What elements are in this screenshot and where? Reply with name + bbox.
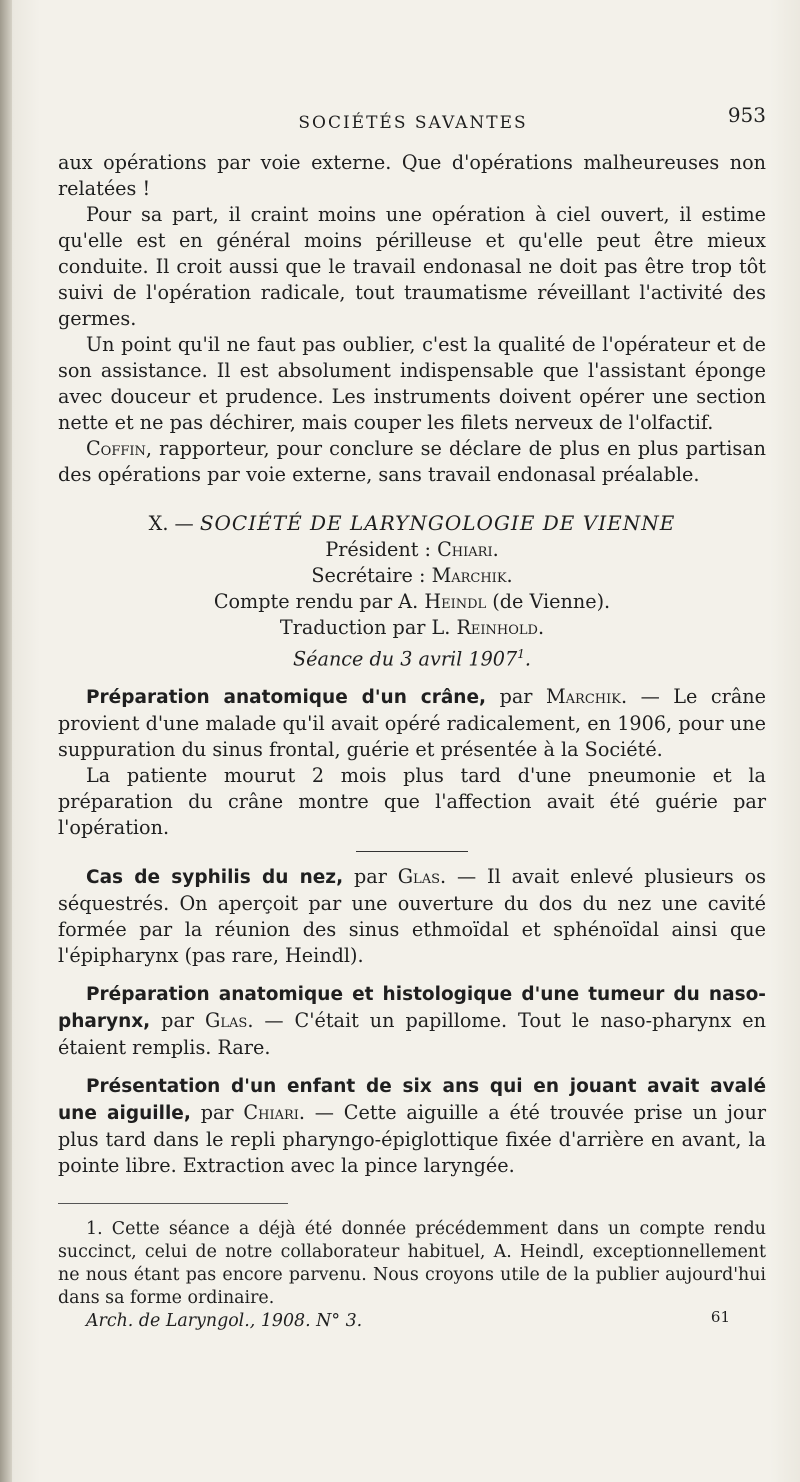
entry-paragraph (58, 864, 766, 969)
president-end: . (492, 538, 499, 561)
entry-text: . — Le crâne provient d'une malade qu'il avait opéré radicalement, en 1906, pour une suppuration du sinus frontal, guérie et présentée à la Société. (58, 685, 766, 762)
president-line (58, 537, 766, 563)
paragraph (58, 436, 766, 488)
page-number: 953 (727, 103, 766, 127)
footnote-separator (58, 1203, 288, 1204)
entry-paragraph (58, 684, 766, 763)
translation-name: Reinhold (456, 616, 538, 639)
entry-title: Préparation anatomique d'un crâne, (86, 687, 487, 709)
entry-by: par (486, 685, 546, 709)
sheet-signature: 61 (710, 1308, 730, 1327)
report-name: Heindl (424, 590, 487, 613)
entry-author: Marchik (546, 685, 621, 709)
paragraph-text: , rapporteur, pour conclure se déclare de plus en plus partisan des opérations par voie externe, sans travail endonasal préalable. (58, 437, 766, 486)
footnote-text: 1. Cette séance a déjà été donnée précédemment dans un compte rendu succinct, celui de notre collaborateur habituel, A. Heindl, exceptionnellement ne nous étant pas encore parvenu. Nous croyons utile de la publier aujourd'hui dans sa forme ordinaire. (58, 1219, 766, 1309)
entry-text: . — Il avait enlevé plusieurs os séquestrés. On aperçoit par une ouverture du dos du nez une cavité formée par la réunion des sinus ethmoïdal et sphénoïdal ainsi que l'épipharynx (pas rare, Heindl). (58, 865, 767, 968)
president-label: Président : (325, 538, 438, 561)
entry-needle (58, 1073, 766, 1179)
president-name: Chiari (437, 538, 493, 561)
footnote-source: Arch. de Laryngol., 1908. N° 3. (86, 1311, 363, 1332)
secretary-name: Marchik (431, 564, 507, 587)
entry-tumor (58, 981, 766, 1061)
translation-label: Traduction par L. (279, 616, 457, 639)
entry-author: Chiari (243, 1101, 299, 1125)
paragraph: aux opérations par voie externe. Que d'opérations malheureuses non relatées ! (58, 151, 766, 200)
author-name: Coffin (86, 437, 146, 460)
paragraph: Pour sa part, il craint moins une opération à ciel ouvert, il estime qu'elle est en général moins périlleuse et qu'elle peut être mieux conduite. Il croit aussi que le travail endonasal ne doit pas être trop tôt suivi de l'opération radicale, tout traumatisme réveillant l'activité des germes. (58, 203, 766, 330)
separator-rule (356, 851, 468, 852)
entry-title: Présentation d'un enfant de six ans qui en jouant avait avalé une aiguille, (58, 1076, 766, 1125)
section-title: SOCIÉTÉ DE LARYNGOLOGIE DE VIENNE (199, 511, 676, 535)
entry-text: . — C'était un papillome. Tout le naso-pharynx en étaient remplis. Rare. (58, 1009, 766, 1060)
footnote-ref: 1 (517, 647, 525, 661)
report-line (58, 589, 766, 615)
entry-title: Cas de syphilis du nez, (86, 867, 344, 889)
entry-title: Préparation anatomique et histologique d'une tumeur du naso-pharynx, (58, 984, 766, 1033)
section-number: X. — (148, 512, 194, 535)
entry-paragraph: La patiente mourut 2 mois plus tard d'une pneumonie et la préparation du crâne montre que l'affection avait été guérie par l'opération. (58, 764, 766, 840)
section-title-line (58, 510, 766, 537)
page-header (60, 103, 766, 143)
session-date: Séance du 3 avril 1907 (293, 647, 518, 671)
entry-text: . — Cette aiguille a été trouvée prise un jour plus tard dans le repli pharyngo-épiglottique fixée d'arrière en avant, la pointe libre. Extraction avec la pince laryngée. (58, 1101, 767, 1178)
entry-skull (58, 684, 766, 841)
entry-author: Glas (397, 865, 440, 889)
entry-syphilis (58, 864, 766, 969)
report-label: Compte rendu par A. (213, 590, 425, 613)
paragraph: Un point qu'il ne faut pas oublier, c'est la qualité de l'opérateur et de son assistance. Il est absolument indispensable que l'assistant éponge avec douceur et prudence. Les instruments doivent opérer une section nette et ne pas déchirer, mais couper les filets nerveux de l'olfactif. (58, 333, 766, 434)
entry-by: par (343, 865, 398, 889)
entry-paragraph (58, 1073, 766, 1179)
report-end: (de Vienne). (486, 590, 611, 613)
session-end: . (524, 647, 531, 671)
footnote-block (58, 1218, 766, 1333)
secretary-end: . (506, 564, 513, 587)
book-spine-shadow (0, 0, 12, 1482)
translation-end: . (537, 616, 545, 639)
entry-by: par (190, 1101, 244, 1125)
section-heading (58, 510, 766, 672)
running-head: SOCIÉTÉS SAVANTES (298, 113, 528, 133)
page-body (58, 150, 766, 1333)
entry-author: Glas (205, 1009, 248, 1033)
session-line (58, 641, 766, 672)
entry-paragraph (58, 981, 766, 1061)
translation-line (58, 615, 766, 641)
secretary-line (58, 563, 766, 589)
entry-by: par (150, 1009, 206, 1033)
secretary-label: Secrétaire : (311, 564, 432, 587)
